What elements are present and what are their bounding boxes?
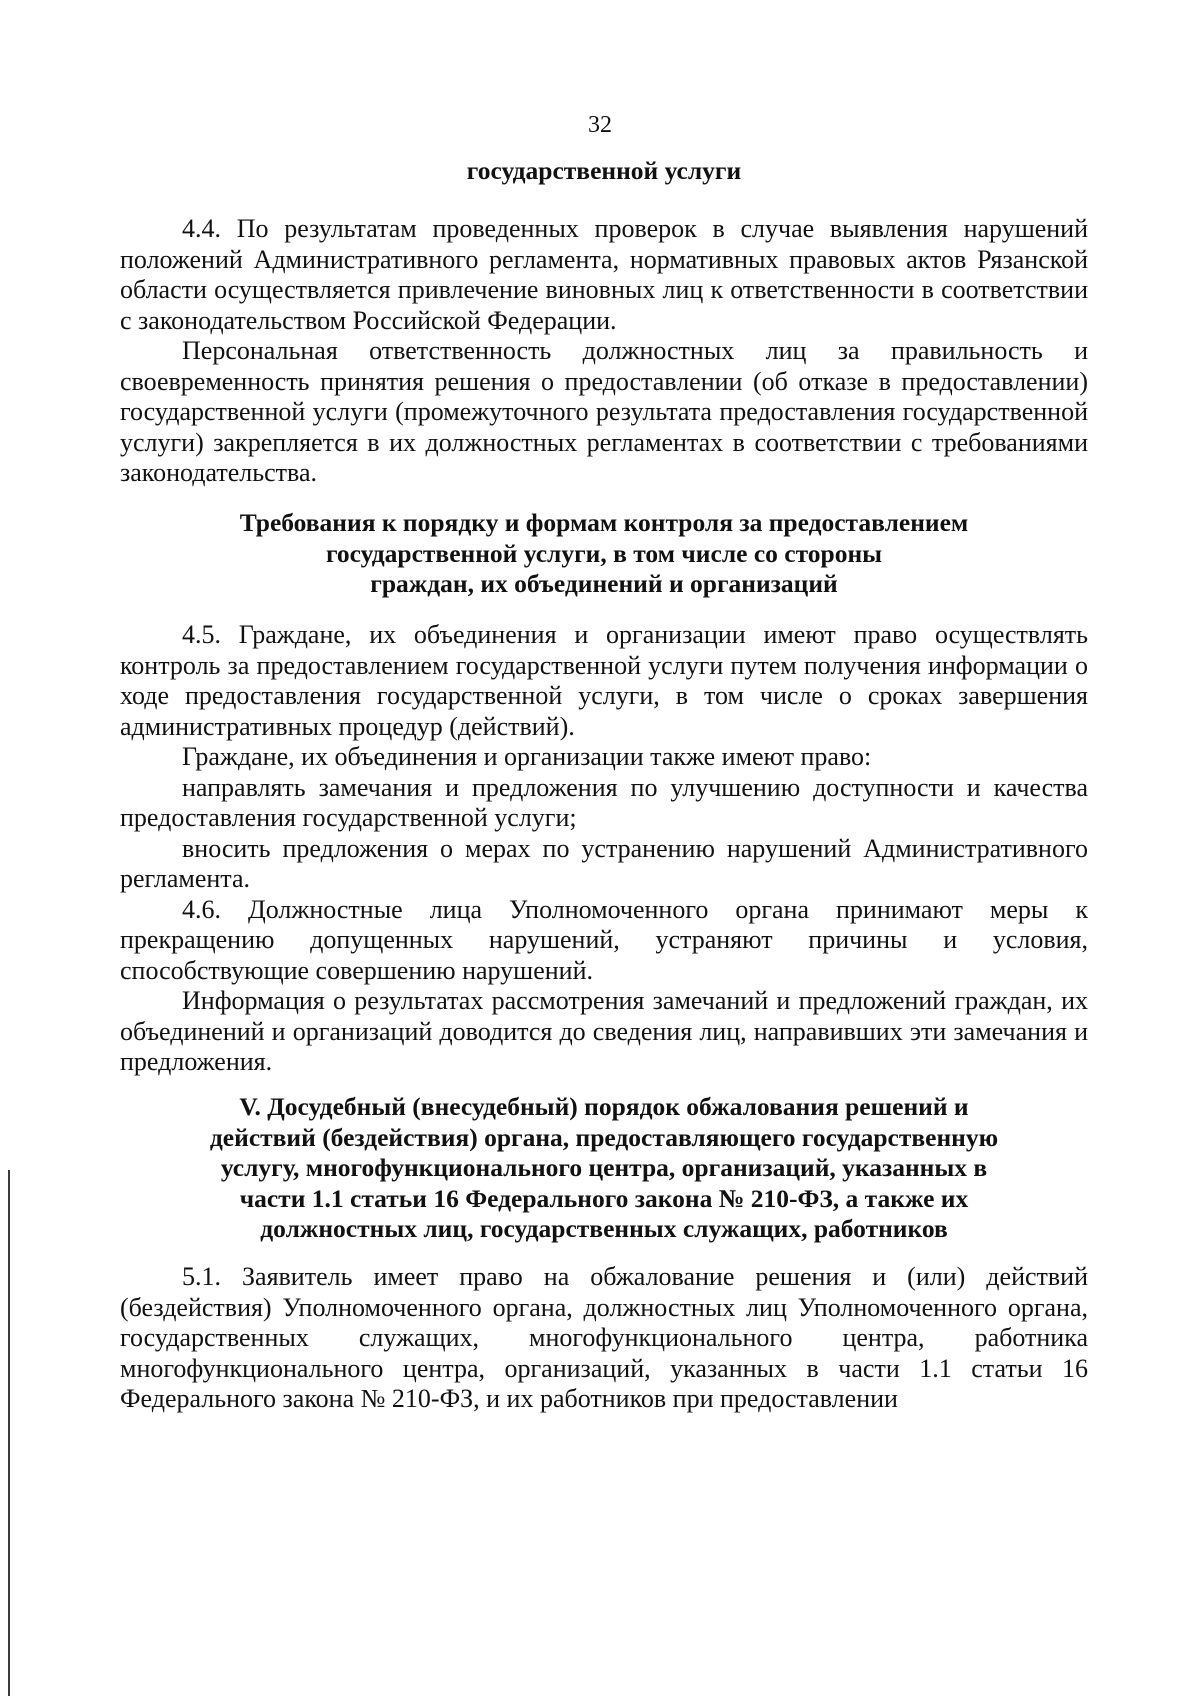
page-number: 32	[588, 112, 612, 138]
paragraph-personal-responsibility: Персональная ответственность должностных лиц за правильность и своевременность принятия решения о предоставлении (об отказе в предоставлении) государственной услуги (промежуточного результата предоставления государственной услуги) закрепляется в их должностных регламентах в соответствии с требованиями законодательства.	[120, 336, 1088, 487]
continued-heading: государственной услуги	[466, 156, 742, 185]
scan-edge-line	[8, 1170, 10, 1696]
paragraph-5-1: 5.1. Заявитель имеет право на обжалование решения и (или) действий (бездействия) Уполномоченного органа, должностных лиц Уполномоченного органа, государственных служащих, многофункционального центра, работника многофункционального центра, организаций, указанных в части 1.1 статьи 16 Федерального закона № 210-ФЗ, и их работников при предоставлении	[120, 1262, 1088, 1413]
heading-line: граждан, их объединений и организаций	[370, 569, 838, 598]
heading-line: государственной услуги, в том числе со стороны	[325, 538, 883, 568]
heading-line: Требования к порядку и формам контроля за предоставлением	[239, 508, 969, 537]
control-requirements-heading	[120, 508, 1088, 600]
section-5-1-block	[120, 1262, 1088, 1415]
heading-line: действий (бездействия) органа, предоставляющего государственную	[209, 1122, 999, 1152]
paragraph-4-4: 4.4. По результатам проведенных проверок в случае выявления нарушений положений Административного регламента, нормативных правовых актов Рязанской области осуществляется привлечение виновных лиц к ответственности в соответствии с законодательством Российской Федерации.	[120, 214, 1088, 335]
paragraph-4-6: 4.6. Должностные лица Уполномоченного органа принимают меры к прекращению допущенных нарушений, устраняют причины и условия, способствующие совершению нарушений.	[120, 894, 1088, 985]
paragraph-4-5: 4.5. Граждане, их объединения и организации имеют право осуществлять контроль за предоставлением государственной услуги путем получения информации о ходе предоставления государственной услуги, в том числе о сроках завершения административных процедур (действий).	[120, 620, 1088, 741]
section-5-heading	[120, 1092, 1088, 1245]
paragraph-results-info: Информация о результатах рассмотрения замечаний и предложений граждан, их объединений и организаций доводится до сведения лиц, направивших эти замечания и предложения.	[120, 986, 1088, 1076]
control-section-block	[120, 620, 1088, 1078]
paragraph-right-send-remarks: направлять замечания и предложения по улучшению доступности и качества предоставления государственной услуги;	[120, 772, 1088, 832]
section-4-4-block	[120, 214, 1088, 489]
paragraph-rights-intro: Граждане, их объединения и организации также имеют право:	[182, 742, 872, 771]
heading-line: части 1.1 статьи 16 Федерального закона № 210-ФЗ, а также их	[239, 1183, 969, 1213]
paragraph-right-proposals: вносить предложения о мерах по устранению нарушений Административного регламента.	[120, 833, 1088, 893]
heading-line: V. Досудебный (внесудебный) порядок обжалования решений и	[239, 1092, 969, 1121]
heading-line: должностных лиц, государственных служащих, работников	[260, 1214, 948, 1243]
heading-line: услугу, многофункционального центра, организаций, указанных в	[220, 1153, 988, 1182]
